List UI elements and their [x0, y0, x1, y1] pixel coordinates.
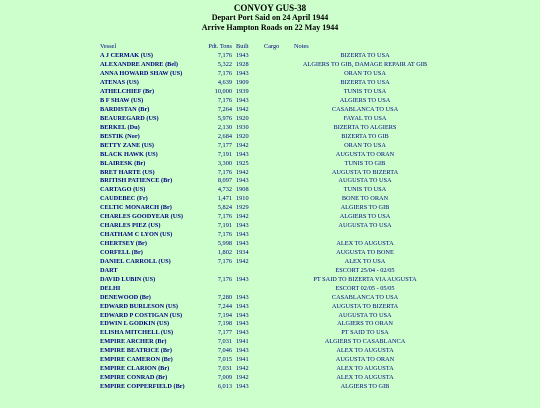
vessel-cell: CHARLES PIEZ (US): [100, 222, 161, 230]
vessel-cell: EMPIRE CONRAD (Br): [100, 374, 168, 382]
vessel-cell: CARTAGO (US): [100, 186, 146, 194]
table-row: [100, 293, 436, 302]
column-header-built: Built: [236, 43, 249, 51]
cargo-cell: [264, 373, 294, 382]
vessel-cell: EDWARD P COSTIGAN (US): [100, 311, 183, 319]
tons-cell: 5,824: [217, 204, 232, 212]
built-cell: 1943: [236, 329, 249, 337]
vessel-cell: BESTIK (Nor): [100, 132, 140, 140]
vessel-cell: ATHELCHIEF (Br): [100, 88, 155, 96]
notes-cell: ALEX TO AUGUSTA: [336, 347, 394, 355]
table-row: [100, 302, 436, 311]
vessel-cell: EMPIRE ARCHER (Br): [100, 338, 167, 346]
column-header-vessel: Vessel: [100, 43, 117, 51]
notes-cell: TUNIS TO GIB: [344, 159, 386, 167]
table-row: [100, 114, 436, 123]
notes-cell: ALGIERS TO USA: [339, 97, 391, 105]
tons-cell: [200, 284, 236, 293]
built-cell: [236, 284, 264, 293]
table-row: [100, 266, 436, 275]
notes-cell: BIZERTA TO GIB: [341, 132, 389, 140]
cargo-cell: [264, 364, 294, 373]
page-header: [0, 3, 540, 32]
vessel-cell: B F SHAW (US): [100, 97, 144, 105]
table-row: [100, 311, 436, 320]
table-row: [100, 337, 436, 346]
convoy-table: [100, 42, 436, 391]
built-cell: 1943: [236, 240, 249, 248]
built-cell: 1943: [236, 320, 249, 328]
notes-cell: PT SAID TO BIZERTA VIA AUGUSTA: [313, 275, 417, 283]
tons-cell: 7,031: [217, 338, 232, 346]
notes-cell: TUNIS TO USA: [343, 186, 387, 194]
cargo-cell: [264, 159, 294, 168]
tons-cell: 4,639: [217, 79, 232, 87]
built-cell: 1925: [236, 159, 249, 167]
built-cell: 1943: [236, 231, 249, 239]
built-cell: [236, 266, 264, 275]
tons-cell: 7,191: [217, 150, 232, 158]
convoy-title: CONVOY GUS-38: [233, 3, 307, 13]
table-row: [100, 284, 436, 293]
tons-cell: 7,264: [217, 105, 232, 113]
built-cell: 1943: [236, 347, 249, 355]
notes-cell: FAYAL TO USA: [343, 114, 387, 122]
table-row: [100, 78, 436, 87]
built-cell: 1943: [236, 311, 249, 319]
notes-cell: ALEX TO AUGUSTA: [336, 365, 394, 373]
tons-cell: 7,176: [217, 97, 232, 105]
cargo-cell: [264, 337, 294, 346]
vessel-cell: ATENAS (US): [100, 79, 139, 87]
tons-cell: 8,097: [217, 177, 232, 185]
tons-cell: 7,046: [217, 347, 232, 355]
table-row: [100, 185, 436, 194]
cargo-cell: [264, 123, 294, 132]
cargo-cell: [264, 51, 294, 60]
cargo-cell: [264, 168, 294, 177]
built-cell: 1929: [236, 204, 249, 212]
arrive-line: Arrive Hampton Roads on 22 May 1944: [201, 22, 339, 32]
table-row: [100, 150, 436, 159]
notes-cell: AUGUSTA TO BIZERTA: [331, 168, 399, 176]
cargo-cell: [264, 382, 294, 391]
tons-cell: 7,176: [217, 70, 232, 78]
tons-cell: 1,802: [217, 248, 232, 256]
built-cell: 1942: [236, 365, 249, 373]
column-header-notes: Notes: [294, 43, 309, 51]
column-header-cargo: Cargo: [264, 43, 280, 51]
cargo-cell: [264, 257, 294, 266]
vessel-cell: DART: [100, 266, 118, 274]
built-cell: 1942: [236, 213, 249, 221]
notes-cell: AUGUSTA TO ORAN: [335, 150, 395, 158]
cargo-cell: [264, 293, 294, 302]
built-cell: 1920: [236, 132, 249, 140]
notes-cell: AUGUSTA TO BIZERTA: [331, 302, 399, 310]
column-header-tons: Pdt. Tons: [208, 43, 232, 51]
table-row: [100, 212, 436, 221]
notes-cell: ALGIERS TO GIB, DAMAGE REPAIR AT GIB: [302, 61, 428, 69]
built-cell: 1941: [236, 356, 249, 364]
vessel-cell: EMPIRE BEATRICE (Br): [100, 347, 172, 355]
cargo-cell: [264, 230, 294, 239]
notes-cell: ORAN TO USA: [344, 70, 386, 78]
vessel-cell: A J CERMAK (US): [100, 52, 153, 60]
table-row: [100, 168, 436, 177]
tons-cell: 7,176: [217, 257, 232, 265]
cargo-cell: [264, 284, 294, 293]
table-row: [100, 355, 436, 364]
notes-cell: ALGIERS TO ORAN: [337, 320, 393, 328]
built-cell: 1943: [236, 275, 249, 283]
tons-cell: 7,176: [217, 168, 232, 176]
table-row: [100, 328, 436, 337]
tons-cell: 7,280: [217, 293, 232, 301]
tons-cell: 1,471: [217, 195, 232, 203]
cargo-cell: [264, 239, 294, 248]
vessel-cell: ALEXANDRE ANDRE (Bel): [100, 61, 179, 69]
cargo-cell: [264, 302, 294, 311]
notes-cell: AUGUSTA TO ORAN: [335, 356, 395, 364]
table-row: [100, 141, 436, 150]
built-cell: 1943: [236, 70, 249, 78]
vessel-cell: EMPIRE CLARION (Br): [100, 365, 170, 373]
notes-cell: AUGUSTA TO USA: [338, 177, 392, 185]
cargo-cell: [264, 132, 294, 141]
vessel-cell: EMPIRE COPPERFIELD (Br): [100, 383, 185, 391]
vessel-cell: ELISHA MITCHELL (US): [100, 329, 174, 337]
vessel-cell: BERKEL (Du): [100, 123, 140, 131]
tons-cell: 6,013: [217, 383, 232, 391]
cargo-cell: [264, 320, 294, 329]
tons-cell: 7,031: [217, 365, 232, 373]
built-cell: 1943: [236, 150, 249, 158]
notes-cell: ALGIERS TO CASABLANCA: [324, 338, 406, 346]
tons-cell: 7,176: [217, 52, 232, 60]
cargo-cell: [264, 150, 294, 159]
cargo-cell: [264, 96, 294, 105]
table-row: [100, 239, 436, 248]
table-row: [100, 96, 436, 105]
vessel-cell: BRET HARTE (US): [100, 168, 155, 176]
notes-cell: ESCORT 02/05 - 05/05: [335, 284, 395, 292]
tons-cell: 7,198: [217, 320, 232, 328]
tons-cell: 7,244: [217, 302, 232, 310]
vessel-cell: BEAUREGARD (US): [100, 114, 159, 122]
vessel-cell: CAUDEBEC (Fr): [100, 195, 148, 203]
cargo-cell: [264, 266, 294, 275]
cargo-cell: [264, 248, 294, 257]
vessel-cell: CHERTSEY (Br): [100, 240, 147, 248]
cargo-cell: [264, 311, 294, 320]
built-cell: 1934: [236, 248, 249, 256]
tons-cell: 7,015: [217, 356, 232, 364]
built-cell: 1942: [236, 257, 249, 265]
vessel-cell: DANIEL CARROLL (US): [100, 257, 171, 265]
tons-cell: [200, 266, 236, 275]
tons-cell: 7,009: [217, 374, 232, 382]
table-row: [100, 194, 436, 203]
cargo-cell: [264, 177, 294, 186]
notes-cell: ALGIERS TO USA: [339, 213, 391, 221]
notes-cell: ALEX TO AUGUSTA: [336, 374, 394, 382]
tons-cell: 7,194: [217, 311, 232, 319]
table-row: [100, 221, 436, 230]
cargo-cell: [264, 114, 294, 123]
cargo-cell: [264, 105, 294, 114]
tons-cell: 2,684: [217, 132, 232, 140]
vessel-cell: CORFELL (Br): [100, 248, 143, 256]
cargo-cell: [264, 141, 294, 150]
cargo-cell: [264, 203, 294, 212]
cargo-cell: [264, 87, 294, 96]
built-cell: 1943: [236, 293, 249, 301]
vessel-cell: CHARLES GOODYEAR (US): [100, 213, 183, 221]
cargo-cell: [264, 346, 294, 355]
tons-cell: 7,176: [217, 213, 232, 221]
tons-cell: 3,300: [217, 159, 232, 167]
tons-cell: 7,176: [217, 231, 232, 239]
built-cell: 1941: [236, 338, 249, 346]
vessel-cell: DELHI: [100, 284, 121, 292]
depart-line: Depart Port Said on 24 April 1944: [211, 13, 329, 22]
built-cell: 1939: [236, 88, 249, 96]
cargo-cell: [264, 78, 294, 87]
built-cell: 1943: [236, 302, 249, 310]
tons-cell: 2,130: [217, 123, 232, 131]
built-cell: 1942: [236, 374, 249, 382]
vessel-cell: BARDISTAN (Br): [100, 105, 150, 113]
table-row: [100, 203, 436, 212]
vessel-cell: CHATHAM C LYON (US): [100, 231, 173, 239]
cargo-cell: [264, 275, 294, 284]
cargo-cell: [264, 60, 294, 69]
notes-cell: BIZERTA TO ALGIERS: [333, 123, 397, 131]
table-row: [100, 275, 436, 284]
table-row: [100, 364, 436, 373]
table-row: [100, 123, 436, 132]
vessel-cell: DENEWOOD (Br): [100, 293, 151, 301]
cargo-cell: [264, 69, 294, 78]
built-cell: 1908: [236, 186, 249, 194]
built-cell: 1942: [236, 141, 249, 149]
table-header-row: [100, 42, 436, 51]
tons-cell: 5,998: [217, 240, 232, 248]
table-row: [100, 248, 436, 257]
built-cell: 1920: [236, 114, 249, 122]
table-row: [100, 373, 436, 382]
table-row: [100, 159, 436, 168]
tons-cell: 4,732: [217, 186, 232, 194]
vessel-cell: EDWIN L GODKIN (US): [100, 320, 170, 328]
vessel-cell: DAVID LUBIN (US): [100, 275, 156, 283]
table-row: [100, 51, 436, 60]
tons-cell: 10,000: [214, 88, 232, 96]
built-cell: 1943: [236, 177, 249, 185]
notes-cell: ESCORT 25/04 - 02/05: [335, 266, 395, 274]
built-cell: 1930: [236, 123, 249, 131]
built-cell: 1909: [236, 79, 249, 87]
table-row: [100, 105, 436, 114]
vessel-cell: BLACK HAWK (US): [100, 150, 158, 158]
notes-cell: ALGIERS TO GIB: [340, 204, 390, 212]
notes-cell: AUGUSTA TO USA: [338, 222, 392, 230]
vessel-cell: ANNA HOWARD SHAW (US): [100, 70, 183, 78]
notes-cell: TUNIS TO USA: [343, 88, 387, 96]
notes-cell: BIZERTA TO USA: [340, 79, 390, 87]
tons-cell: 5,976: [217, 114, 232, 122]
cargo-cell: [264, 355, 294, 364]
table-row: [100, 132, 436, 141]
table-body: [100, 51, 436, 391]
notes-cell: AUGUSTA TO BONE: [336, 248, 394, 256]
table-row: [100, 230, 436, 239]
built-cell: 1943: [236, 52, 249, 60]
cargo-cell: [264, 194, 294, 203]
cargo-cell: [264, 185, 294, 194]
table-row: [100, 257, 436, 266]
built-cell: 1942: [236, 168, 249, 176]
table-row: [100, 87, 436, 96]
tons-cell: 7,176: [217, 275, 232, 283]
notes-cell: ALEX TO AUGUSTA: [336, 240, 394, 248]
vessel-cell: EMPIRE CAMERON (Br): [100, 356, 173, 364]
vessel-cell: CELTIC MONARCH (Br): [100, 204, 172, 212]
table-row: [100, 382, 436, 391]
tons-cell: 7,177: [217, 141, 232, 149]
notes-cell: PT SAID TO USA: [341, 329, 389, 337]
cargo-cell: [264, 221, 294, 230]
cargo-cell: [264, 212, 294, 221]
table-row: [100, 177, 436, 186]
built-cell: 1942: [236, 105, 249, 113]
table-row: [100, 60, 436, 69]
tons-cell: 7,177: [217, 329, 232, 337]
built-cell: 1910: [236, 195, 249, 203]
vessel-cell: BETTY ZANE (US): [100, 141, 154, 149]
tons-cell: 7,191: [217, 222, 232, 230]
notes-cell: CASABLANCA TO USA: [331, 293, 399, 301]
notes-cell: ALGIERS TO GIB: [340, 383, 390, 391]
vessel-cell: EDWARD BURLESON (US): [100, 302, 179, 310]
table-row: [100, 346, 436, 355]
cargo-cell: [264, 328, 294, 337]
table-row: [100, 320, 436, 329]
notes-cell: ORAN TO USA: [344, 141, 386, 149]
built-cell: 1943: [236, 222, 249, 230]
tons-cell: 5,322: [217, 61, 232, 69]
notes-cell: BIZERTA TO USA: [340, 52, 390, 60]
notes-cell: CASABLANCA TO USA: [331, 105, 399, 113]
built-cell: 1928: [236, 61, 249, 69]
vessel-cell: BLAIRESK (Br): [100, 159, 146, 167]
table-row: [100, 69, 436, 78]
built-cell: 1943: [236, 97, 249, 105]
notes-cell: ALEX TO USA: [344, 257, 386, 265]
notes-cell: BONE TO ORAN: [341, 195, 389, 203]
notes-cell: [294, 230, 436, 239]
vessel-cell: BRITISH PATIENCE (Br): [100, 177, 173, 185]
built-cell: 1943: [236, 383, 249, 391]
notes-cell: AUGUSTA TO USA: [338, 311, 392, 319]
